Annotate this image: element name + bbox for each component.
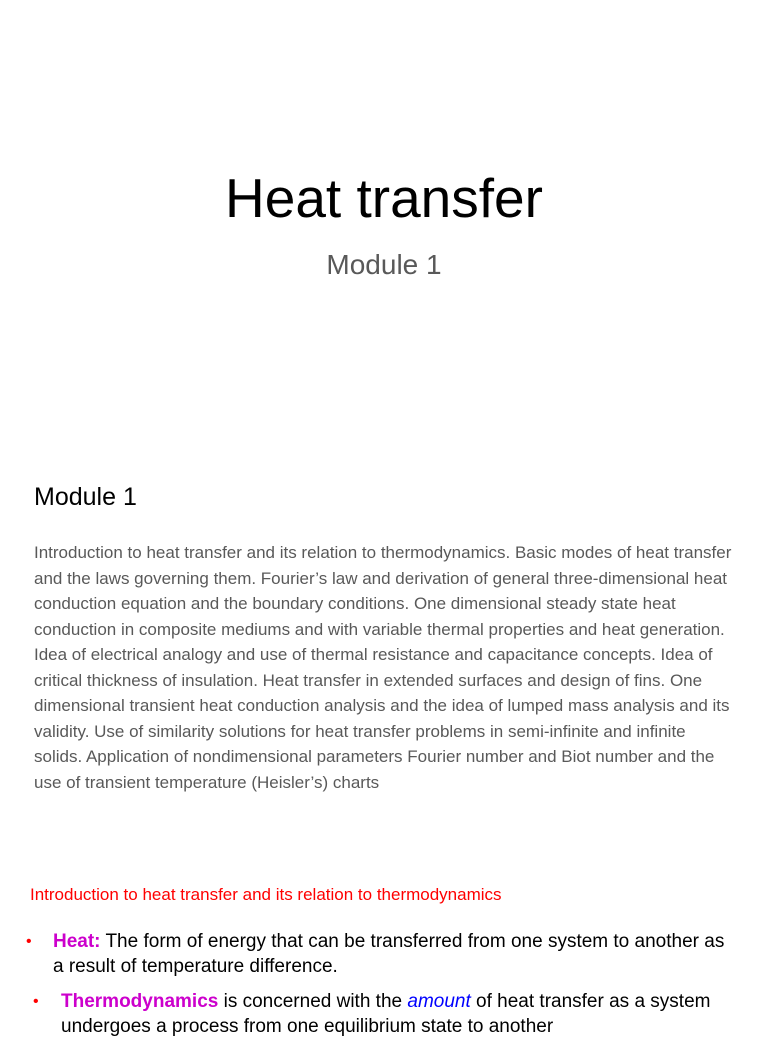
intro-slide (0, 870, 768, 1037)
bullet-term: Heat: (53, 931, 101, 952)
syllabus-body: Introduction to heat transfer and its relation to thermodynamics. Basic modes of heat transfer and the laws governing them. Fourier’s law and derivation of general three-dimensional heat conduction equation and the boundary conditions. One dimensional steady state heat conduction in composite mediums and with variable thermal properties and heat generation. Idea of electrical analogy and use of thermal resistance and capacitance concepts. Idea of critical thickness of insulation. Heat transfer in extended surfaces and design of fins. One dimensional transient heat conduction analysis and the idea of lumped mass analysis and its validity. Use of similarity solutions for heat transfer problems in semi-infinite and infinite solids. Application of nondimensional parameters Fourier number and Biot number and the use of transient temperature (Heisler’s) charts (34, 543, 732, 792)
bullet-emphasis: amount (407, 991, 471, 1012)
bullet-text: of heat transfer as a system undergoes a process from one equilibrium state to another (61, 991, 711, 1037)
bullet-marker: • (26, 933, 32, 950)
title-slide (0, 0, 768, 440)
bullet-term: Thermodynamics (61, 991, 219, 1012)
slide-title: Heat transfer (225, 167, 543, 229)
bullet-text: is concerned with the (218, 991, 408, 1012)
bullet-item-heat (53, 929, 733, 979)
bullet-text: The form of energy that can be transferred from one system to another as a result of temperature difference. (53, 931, 725, 977)
syllabus-heading: Module 1 (34, 483, 137, 511)
bullet-marker: • (33, 993, 39, 1010)
bullet-item-thermodynamics (61, 989, 733, 1039)
slide-subtitle: Module 1 (326, 249, 442, 280)
intro-heading: Introduction to heat transfer and its relation to thermodynamics (30, 885, 502, 904)
syllabus-slide (0, 440, 768, 870)
